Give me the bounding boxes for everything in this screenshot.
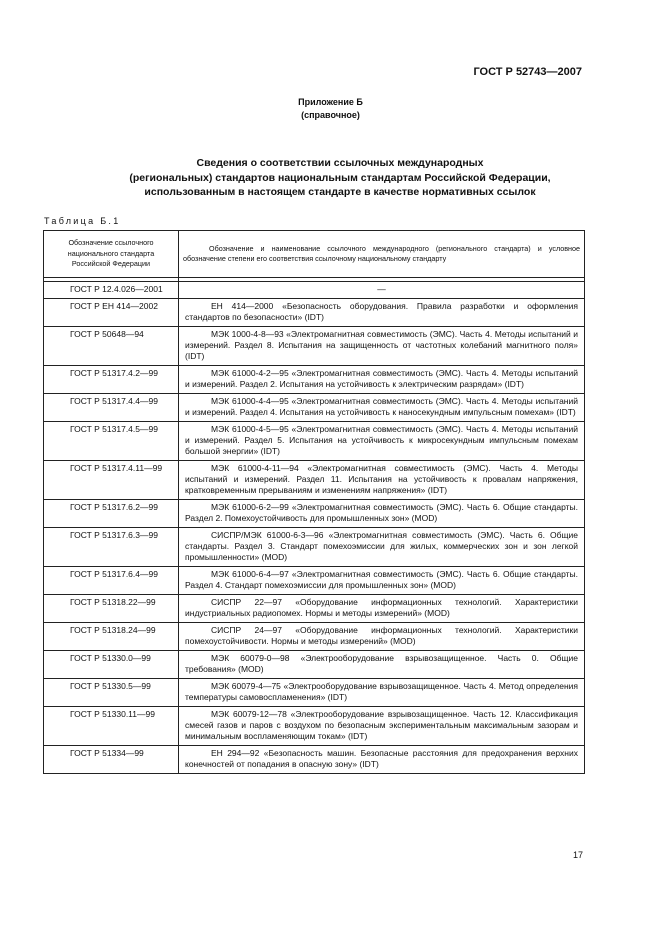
national-standard-cell: ГОСТ Р 51334—99 bbox=[44, 746, 179, 774]
reference-standard-cell: ЕН 414—2000 «Безопасность оборудования. Правила разработки и оформления стандартов по безопасности» (IDT) bbox=[179, 299, 585, 327]
table-row bbox=[44, 366, 585, 394]
national-standard-cell: ГОСТ Р 51318.22—99 bbox=[44, 595, 179, 623]
reference-standard-cell: МЭК 61000-4-2—95 «Электромагнитная совместимость (ЭМС). Часть 4. Методы испытаний и измерений. Раздел 2. Испытания на устойчивость к электрическим разрядам» (IDT) bbox=[179, 366, 585, 394]
national-standard-cell: ГОСТ Р 51330.0—99 bbox=[44, 651, 179, 679]
table-label: Таблица Б.1 bbox=[44, 216, 121, 226]
heading-line: Сведения о соответствии ссылочных международных bbox=[196, 157, 484, 169]
national-standard-cell: ГОСТ Р ЕН 414—2002 bbox=[44, 299, 179, 327]
reference-standard-cell: СИСПР 24—97 «Оборудование информационных технологий. Характеристики помехоустойчивости. Нормы и методы измерений» (MOD) bbox=[179, 623, 585, 651]
national-standard-cell: ГОСТ Р 50648—94 bbox=[44, 327, 179, 366]
reference-standard-cell: МЭК 61000-4-4—95 «Электромагнитная совместимость (ЭМС). Часть 4. Методы испытаний и измерений. Раздел 4. Испытания на устойчивость к наносекундным импульсным помехам» (IDT) bbox=[179, 394, 585, 422]
standards-table bbox=[43, 230, 585, 774]
reference-standard-cell: МЭК 61000-6-2—99 «Электромагнитная совместимость (ЭМС). Часть 6. Общие стандарты. Раздел 2. Помехоустойчивость для промышленных зон» (MOD) bbox=[179, 500, 585, 528]
reference-standard-cell: МЭК 1000-4-8—93 «Электромагнитная совместимость (ЭМС). Часть 4. Методы испытаний и измерений. Раздел 8. Испытания на защищенность от частотных колебаний магнитного поля» (IDT) bbox=[179, 327, 585, 366]
national-standard-cell: ГОСТ Р 51317.6.3—99 bbox=[44, 528, 179, 567]
table-row bbox=[44, 746, 585, 774]
national-standard-cell: ГОСТ Р 51317.4.11—99 bbox=[44, 461, 179, 500]
national-standard-cell: ГОСТ Р 51317.4.4—99 bbox=[44, 394, 179, 422]
national-standard-cell: ГОСТ Р 51317.4.5—99 bbox=[44, 422, 179, 461]
table-row bbox=[44, 461, 585, 500]
page-number: 17 bbox=[572, 850, 583, 860]
reference-standard-cell: МЭК 60079-4—75 «Электрооборудование взрывозащищенное. Часть 4. Метод определения температуры самовоспламенения» (IDT) bbox=[179, 679, 585, 707]
appendix-subtitle: (справочное) bbox=[301, 110, 360, 120]
reference-standard-cell: МЭК 60079-12—78 «Электрооборудование взрывозащищенное. Часть 12. Классификация смесей газов и паров с воздухом по безопасным экспериментальным максимальным зазорам и минимальным воспламеняющим токам» (IDT) bbox=[179, 707, 585, 746]
table-row bbox=[44, 394, 585, 422]
reference-standard-cell: СИСПР 22—97 «Оборудование информационных технологий. Характеристики индустриальных радиопомех. Нормы и методы измерений» (MOD) bbox=[179, 595, 585, 623]
national-standard-cell: ГОСТ Р 51330.5—99 bbox=[44, 679, 179, 707]
national-standard-cell: ГОСТ Р 51317.6.4—99 bbox=[44, 567, 179, 595]
table-header-row bbox=[44, 231, 585, 278]
national-standard-cell: ГОСТ Р 51318.24—99 bbox=[44, 623, 179, 651]
table-body bbox=[44, 282, 585, 774]
table-row bbox=[44, 567, 585, 595]
appendix-title: Приложение Б bbox=[298, 97, 363, 107]
reference-standard-cell: МЭК 61000-6-4—97 «Электромагнитная совместимость (ЭМС). Часть 6. Общие стандарты. Раздел 4. Стандарт помехоэмиссии для промышленных зон» (MOD) bbox=[179, 567, 585, 595]
table-row bbox=[44, 651, 585, 679]
document-code: ГОСТ Р 52743—2007 bbox=[473, 66, 582, 78]
reference-standard-cell: МЭК 61000-4-5—95 «Электромагнитная совместимость (ЭМС). Часть 4. Методы испытаний и измерений. Раздел 5. Испытания на устойчивость к микросекундным импульсным помехам большой энергии» (IDT) bbox=[179, 422, 585, 461]
reference-standard-cell: МЭК 60079-0—98 «Электрооборудование взрывозащищенное. Часть 0. Общие требования» (MOD) bbox=[179, 651, 585, 679]
table-row bbox=[44, 422, 585, 461]
table-row bbox=[44, 679, 585, 707]
national-standard-cell: ГОСТ Р 51317.4.2—99 bbox=[44, 366, 179, 394]
reference-standard-cell: — bbox=[179, 282, 585, 299]
table-row bbox=[44, 500, 585, 528]
heading-line: использованным в настоящем стандарте в качестве нормативных ссылок bbox=[144, 186, 536, 198]
column-header-reference-standard: Обозначение и наименование ссылочного международного (регионального стандарта) и условное обозначение степени его соответствия ссылочному национальному стандарту bbox=[179, 231, 585, 278]
national-standard-cell: ГОСТ Р 12.4.026—2001 bbox=[44, 282, 179, 299]
table-row bbox=[44, 282, 585, 299]
section-heading bbox=[60, 156, 620, 200]
table-row bbox=[44, 528, 585, 567]
table-row bbox=[44, 623, 585, 651]
table-row bbox=[44, 595, 585, 623]
column-header-national-standard: Обозначение ссылочного национального стандарта Российской Федерации bbox=[44, 231, 179, 278]
reference-standard-cell: СИСПР/МЭК 61000-6-3—96 «Электромагнитная совместимость (ЭМС). Часть 6. Общие стандарты. Раздел 3. Стандарт помехоэмиссии для жилых, коммерческих зон и зон легкой промышленности» (MOD) bbox=[179, 528, 585, 567]
appendix-heading bbox=[0, 96, 661, 122]
table-row bbox=[44, 299, 585, 327]
heading-line: (региональных) стандартов национальным стандартам Российской Федерации, bbox=[129, 171, 551, 184]
national-standard-cell: ГОСТ Р 51317.6.2—99 bbox=[44, 500, 179, 528]
table-row bbox=[44, 327, 585, 366]
table-row bbox=[44, 707, 585, 746]
reference-standard-cell: МЭК 61000-4-11—94 «Электромагнитная совместимость (ЭМС). Часть 4. Методы испытаний и измерений. Раздел 11. Испытания на устойчивость к провалам напряжения, кратковременным прерываниям и изменениям напряжения» (IDT) bbox=[179, 461, 585, 500]
national-standard-cell: ГОСТ Р 51330.11—99 bbox=[44, 707, 179, 746]
reference-standard-cell: ЕН 294—92 «Безопасность машин. Безопасные расстояния для предохранения верхних конечностей от попадания в опасную зону» (IDT) bbox=[179, 746, 585, 774]
